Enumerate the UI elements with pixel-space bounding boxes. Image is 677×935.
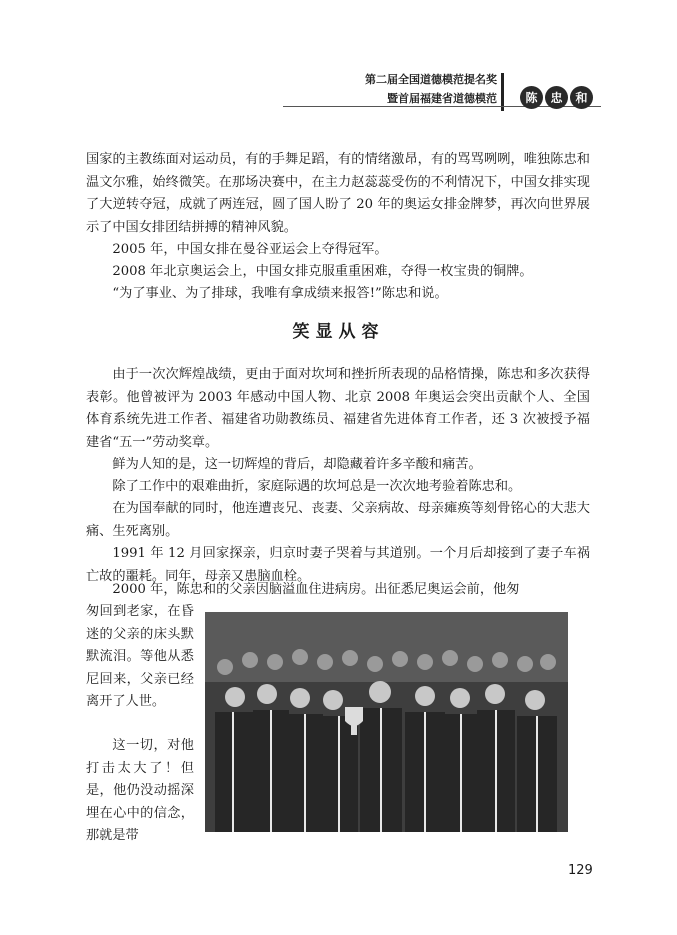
name-badges: [520, 86, 593, 109]
paragraph-12: 这一切，对他打击太大了！但是，他仍没动摇深埋在心中的信念，那就是带: [86, 738, 194, 843]
paragraph-10: 2000 年，陈忠和的父亲因脑溢血住进病房。出征悉尼奥运会前，他匆: [112, 582, 520, 597]
paragraph-3: 2008 年北京奥运会上，中国女排克服重重困难，夺得一枚宝贵的铜牌。: [112, 264, 533, 279]
section-title: 笑显从容: [292, 322, 385, 342]
name-badge-1: 陈: [520, 86, 543, 109]
paragraph-7: 除了工作中的艰难曲折，家庭际遇的坎坷总是一次次地考验着陈忠和。: [112, 479, 522, 494]
paragraph-6: 鲜为人知的是，这一切辉煌的背后，却隐藏着许多辛酸和痛苦。: [112, 457, 482, 472]
team-photo: [205, 612, 568, 832]
running-header: [365, 70, 497, 108]
paragraph-8: 在为国奉献的同时，他连遭丧兄、丧妻、父亲病故、母亲瘫痪等刻骨铭心的大悲大痛、生死离别。: [86, 501, 590, 539]
paragraph-4: “为了事业、为了排球，我唯有拿成绩来报答!”陈忠和说。: [112, 286, 448, 301]
paragraph-9: 1991 年 12 月回家探亲，归京时妻子哭着与其道别。一个月后却接到了妻子车祸亡故的噩耗。同年，母亲又患脑血栓。: [86, 546, 590, 584]
paragraph-1: 国家的主教练面对运动员，有的手舞足蹈，有的情绪激昂，有的骂骂咧咧，唯独陈忠和温文尔雅，始终微笑。在那场决赛中，在主力赵蕊蕊受伤的不利情况下，中国女排实现了大逆转夺冠，成就了两连冠，圆了国人盼了 20 年的奥运女排金牌梦，再次向世界展示了中国女排团结拼搏的精神风貌。: [86, 152, 590, 235]
page-number: 129: [568, 863, 593, 878]
header-line-2: 暨首届福建省道德模范: [387, 92, 497, 105]
paragraph-11: 匆回到老家，在昏迷的父亲的床头默默流泪。等他从悉尼回来，父亲已经离开了人世。: [86, 604, 194, 709]
paragraph-2: 2005 年，中国女排在曼谷亚运会上夺得冠军。: [112, 242, 388, 257]
paragraph-5: 由于一次次辉煌战绩，更由于面对坎坷和挫折所表现的品格情操，陈忠和多次获得表彰。他曾被评为 2003 年感动中国人物、北京 2008 年奥运会突出贡献个人、全国体育系统先进工作者、福建省功勋教练员、福建省先进体育工作者，还 3 次被授予福建省“五一”劳动奖章。: [86, 367, 590, 450]
name-badge-3: 和: [570, 86, 593, 109]
header-line-1: 第二届全国道德模范提名奖: [365, 73, 497, 86]
name-badge-2: 忠: [545, 86, 568, 109]
